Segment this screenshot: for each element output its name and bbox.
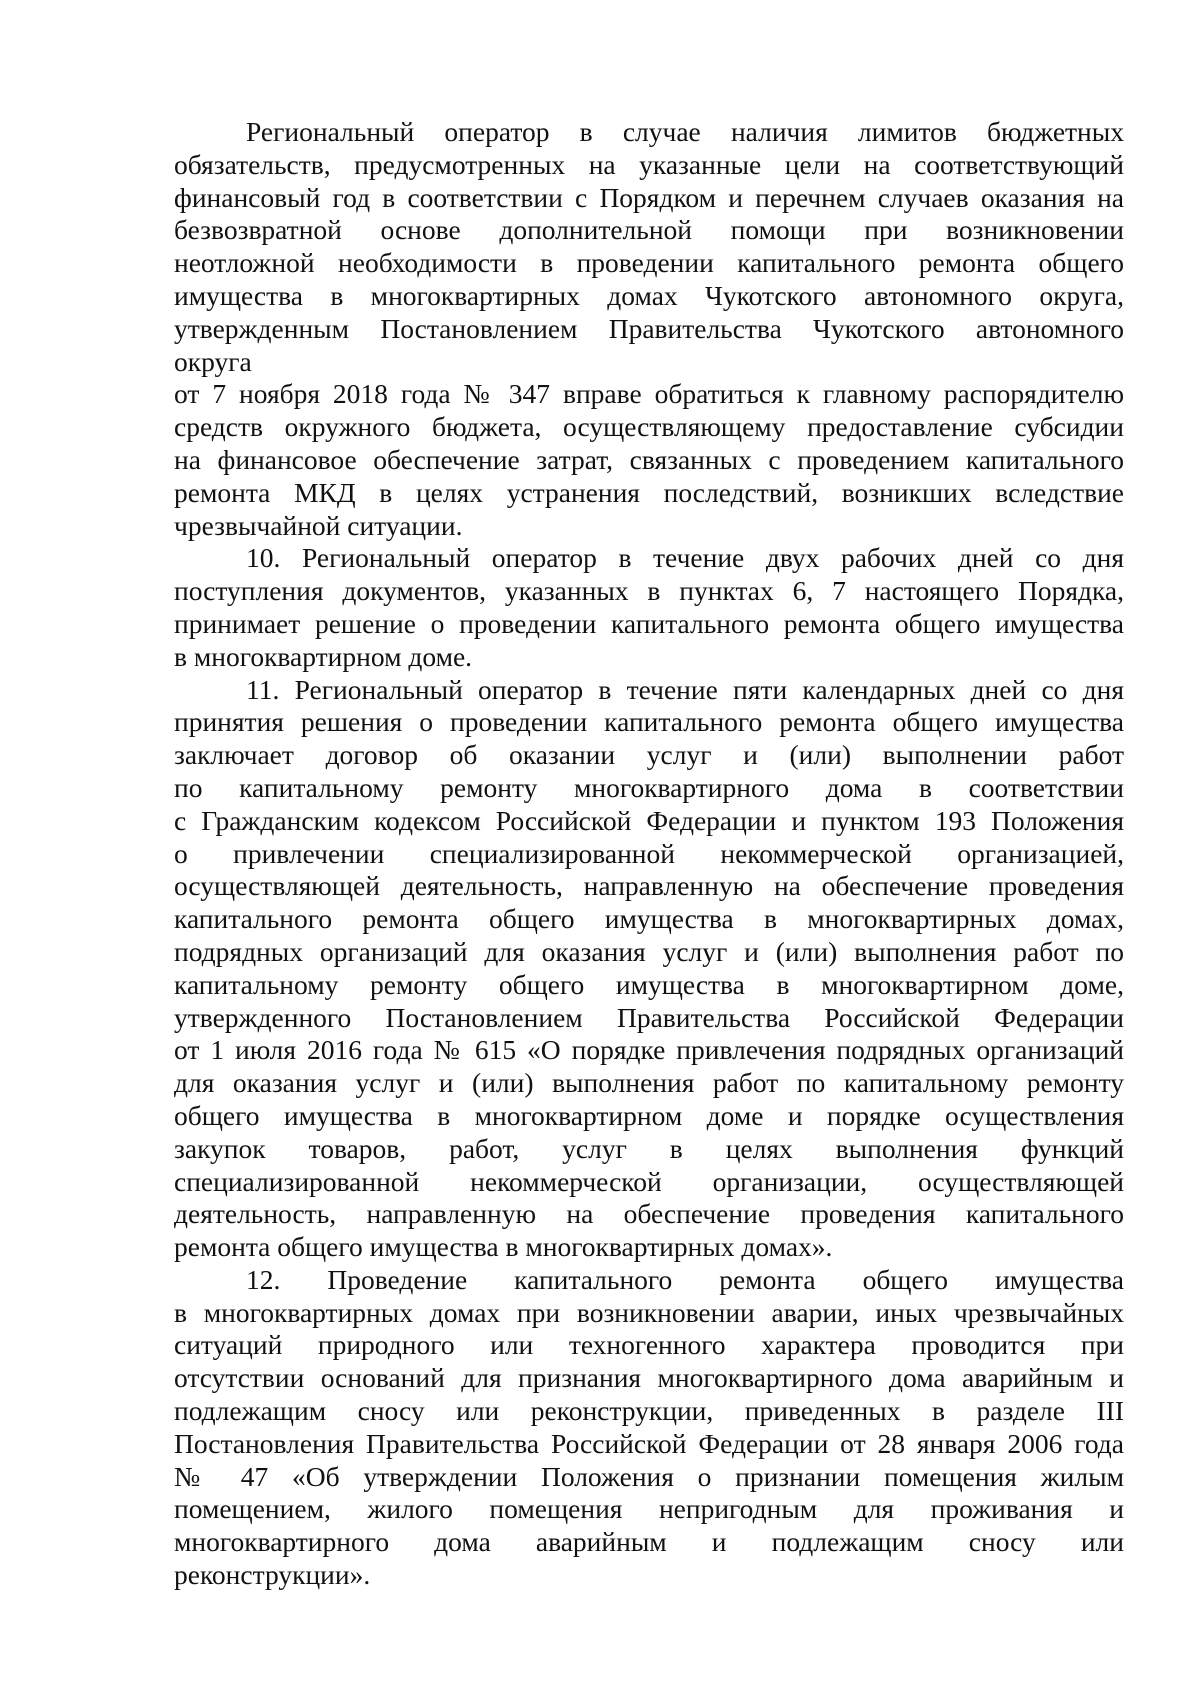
text-line: ремонта МКД в целях устранения последствий, возникших вследствие [174, 476, 1124, 508]
text-line: чрезвычайной ситуации. [174, 509, 463, 541]
text-line: по капитальному ремонту многоквартирного дома в соответствии [174, 771, 1124, 803]
text-line: неотложной необходимости в проведении капитального ремонта общего [174, 247, 1124, 279]
paragraph-p-regional-operator [174, 116, 1124, 542]
text-line: 10. Региональный оператор в течение двух рабочих дней со дня [246, 542, 1124, 574]
text-line: о привлечении специализированной некоммерческой организацией, [174, 837, 1124, 869]
text-line: принятия решения о проведении капитального ремонта общего имущества [174, 706, 1124, 738]
text-line: осуществляющей деятельность, направленную на обеспечение проведения [174, 870, 1124, 902]
paragraph-p-12 [174, 1264, 1124, 1592]
text-line: 11. Региональный оператор в течение пяти календарных дней со дня [246, 673, 1124, 705]
text-line: отсутствии оснований для признания многоквартирного дома аварийным и [174, 1362, 1124, 1394]
text-line: заключает договор об оказании услуг и (или) выполнении работ [174, 739, 1124, 771]
text-line: Региональный оператор в случае наличия лимитов бюджетных [246, 116, 1124, 147]
text-line: от 7 ноября 2018 года № 347 вправе обратиться к главному распорядителю [174, 378, 1124, 410]
text-line: обязательств, предусмотренных на указанные цели на соответствующий [174, 148, 1124, 180]
text-line: с Гражданским кодексом Российской Федерации и пунктом 193 Положения [174, 804, 1124, 836]
text-line: безвозвратной основе дополнительной помощи при возникновении [174, 214, 1124, 246]
text-line: капитальному ремонту общего имущества в многоквартирном доме, [174, 968, 1124, 1000]
text-line: округа [174, 345, 252, 377]
text-line: деятельность, направленную на обеспечение проведения капитального [174, 1198, 1124, 1230]
text-line: в многоквартирном доме. [174, 640, 473, 672]
document-body [174, 116, 1124, 1592]
text-line: многоквартирного дома аварийным и подлежащим сносу или [174, 1526, 1124, 1558]
text-line: подлежащим сносу или реконструкции, приведенных в разделе III [174, 1395, 1124, 1427]
text-line: Постановления Правительства Российской Федерации от 28 января 2006 года [174, 1427, 1124, 1459]
text-line: 12. Проведение капитального ремонта общего имущества [246, 1263, 1124, 1295]
text-line: № 47 «Об утверждении Положения о признании помещения жилым [174, 1460, 1124, 1492]
text-line: реконструкции». [174, 1559, 371, 1591]
text-line: имущества в многоквартирных домах Чукотского автономного округа, [174, 279, 1124, 311]
text-line: для оказания услуг и (или) выполнения работ по капитальному ремонту [174, 1067, 1124, 1099]
text-line: подрядных организаций для оказания услуг и (или) выполнения работ по [174, 935, 1124, 967]
text-line: закупок товаров, работ, услуг в целях выполнения функций [174, 1132, 1124, 1164]
text-line: в многоквартирных домах при возникновении аварии, иных чрезвычайных [174, 1296, 1124, 1328]
text-line: ремонта общего имущества в многоквартирных домах». [174, 1231, 833, 1263]
text-line: принимает решение о проведении капитального ремонта общего имущества [174, 607, 1124, 639]
text-line: помещением, жилого помещения непригодным для проживания и [174, 1493, 1124, 1525]
text-line: на финансовое обеспечение затрат, связанных с проведением капитального [174, 443, 1124, 475]
text-line: капитального ремонта общего имущества в многоквартирных домах, [174, 903, 1124, 935]
text-line: общего имущества в многоквартирном доме и порядке осуществления [174, 1099, 1124, 1131]
text-line: поступления документов, указанных в пунктах 6, 7 настоящего Порядка, [174, 575, 1124, 607]
text-line: утвержденного Постановлением Правительства Российской Федерации [174, 1001, 1124, 1033]
text-line: от 1 июля 2016 года № 615 «О порядке привлечения подрядных организаций [174, 1034, 1124, 1066]
paragraph-p-10 [174, 542, 1124, 673]
paragraph-p-11 [174, 674, 1124, 1264]
text-line: утвержденным Постановлением Правительства Чукотского автономного [174, 312, 1124, 344]
text-line: ситуаций природного или техногенного характера проводится при [174, 1329, 1124, 1361]
text-line: специализированной некоммерческой организации, осуществляющей [174, 1165, 1124, 1197]
text-line: средств окружного бюджета, осуществляющему предоставление субсидии [174, 411, 1124, 443]
text-line: финансовый год в соответствии с Порядком и перечнем случаев оказания на [174, 181, 1124, 213]
